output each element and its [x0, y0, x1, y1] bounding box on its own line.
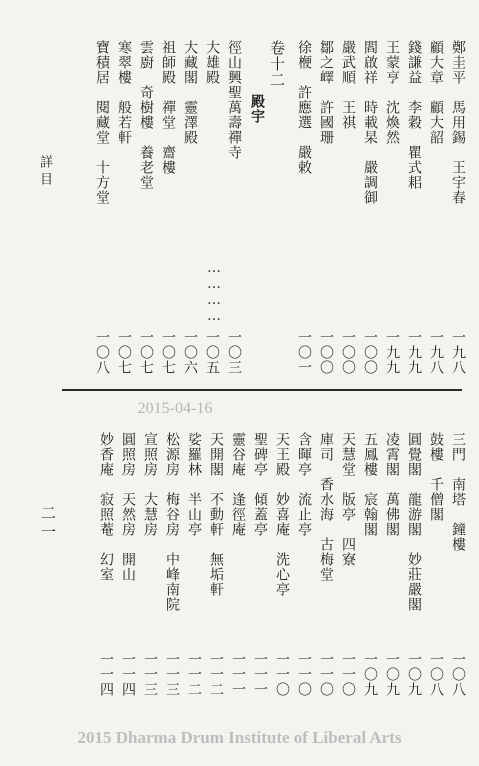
toc-entry: 閻啟祥 時載杲 嚴調御	[362, 40, 378, 205]
toc-entry: 五鳳樓 宸翰閣	[362, 432, 378, 537]
toc-entry: 嚴武順 王祺	[340, 40, 356, 130]
toc-page-number: 一一一	[252, 652, 268, 697]
toc-entry: 鄒之嶧 許國珊	[318, 40, 334, 145]
toc-entry: 聖碑亭 傾蓋亭	[252, 432, 268, 537]
toc-page-number: 一〇一	[296, 330, 312, 375]
toc-page-number: 一一〇	[318, 652, 334, 697]
toc-page-number: 一〇〇	[362, 330, 378, 375]
section-divider	[62, 389, 462, 391]
toc-entry: 松源房 梅谷房 中峰南院	[164, 432, 180, 612]
side-title: 詳目	[37, 155, 52, 189]
toc-page-number: 一〇〇	[340, 330, 356, 375]
toc-entry: 天開閣 不動軒 無垢軒	[208, 432, 224, 597]
toc-entry: 寶積居 閱藏堂 十方堂	[94, 40, 110, 205]
page-number: 二一	[39, 505, 57, 543]
toc-page-number: 一九九	[384, 330, 400, 375]
toc-page-number: 一一三	[164, 652, 180, 697]
footer-watermark: 2015 Dharma Drum Institute of Liberal Arts	[77, 728, 402, 747]
toc-entry: 天王殿 妙喜庵 洗心亭	[274, 432, 290, 597]
toc-entry: 三門 南塔 鐘樓	[450, 432, 466, 552]
toc-page-number: 一一〇	[340, 652, 356, 697]
toc-page-number: 一一〇	[296, 652, 312, 697]
toc-page-number: 一〇八	[428, 652, 444, 697]
toc-entry: 徑山興聖萬壽禪寺	[226, 40, 242, 160]
scan-date-watermark: 2015-04-16	[137, 400, 213, 417]
toc-entry: 天慧堂 版亭 四寮	[340, 432, 356, 567]
toc-entry: 徐楩 許應選 嚴敕	[296, 40, 312, 175]
toc-entry: 圓照房 天然房 開山	[120, 432, 136, 582]
toc-entry: 凌霄閣 萬佛閣	[384, 432, 400, 537]
toc-page-number: 一〇九	[406, 652, 422, 697]
toc-entry: 雲廚 奇樹樓 養老堂	[138, 40, 154, 190]
toc-entry: 妙香庵 寂照菴 幻室	[98, 432, 114, 582]
toc-page-number: 一〇九	[384, 652, 400, 697]
toc-page-number: 一〇八	[94, 330, 110, 375]
toc-page-number: 一〇九	[362, 652, 378, 697]
toc-page-number: 一九八	[450, 330, 466, 375]
toc-entry: 圓覺閣 龍游閣 妙莊嚴閣	[406, 432, 422, 612]
toc-entry: 祖師殿 禪堂 齋樓	[160, 40, 176, 175]
toc-page-number: 一〇七	[138, 330, 154, 375]
toc-page-number: 一〇六	[182, 330, 198, 375]
toc-entry: 大雄殿	[204, 40, 220, 85]
category-heading: 殿宇	[249, 94, 265, 124]
toc-entry: 靈谷庵 逢徑庵	[230, 432, 246, 537]
toc-entry: 娑羅林 半山亭	[186, 432, 202, 537]
leader-dots: …………	[206, 260, 222, 324]
toc-page-number: 一一四	[98, 652, 114, 697]
volume-heading: 卷十二	[268, 40, 286, 88]
toc-page-number: 一九九	[406, 330, 422, 375]
toc-entry: 錢謙益 李穀 瞿式耜	[406, 40, 422, 190]
toc-entry: 寒翠樓 般若軒	[116, 40, 132, 145]
toc-entry: 大藏閣 靈澤殿	[182, 40, 198, 145]
toc-page-number: 一〇七	[160, 330, 176, 375]
toc-page-number: 一一二	[186, 652, 202, 697]
toc-page-number: 一〇〇	[318, 330, 334, 375]
toc-page-number: 一〇三	[226, 330, 242, 375]
toc-entry: 宣照房 大慧房	[142, 432, 158, 537]
toc-page-number: 一〇七	[116, 330, 132, 375]
toc-page-number: 一〇八	[450, 652, 466, 697]
toc-entry: 王蒙亨 沈煥然	[384, 40, 400, 145]
toc-page-number: 一九八	[428, 330, 444, 375]
toc-entry: 鄭圭平 馬用錫 王宇春	[450, 40, 466, 205]
toc-page-number: 一一〇	[274, 652, 290, 697]
toc-page-number: 一一三	[142, 652, 158, 697]
toc-entry: 庫司 香水海 古梅堂	[318, 432, 334, 582]
toc-entry: 顧大章 顧大韶	[428, 40, 444, 145]
toc-page-number: 一〇五	[204, 330, 220, 375]
toc-page-number: 一一四	[120, 652, 136, 697]
toc-page-number: 一一二	[208, 652, 224, 697]
toc-entry: 含暉亭 流止亭	[296, 432, 312, 537]
toc-page-number: 一一一	[230, 652, 246, 697]
toc-entry: 鼓樓 千僧閣	[428, 432, 444, 522]
